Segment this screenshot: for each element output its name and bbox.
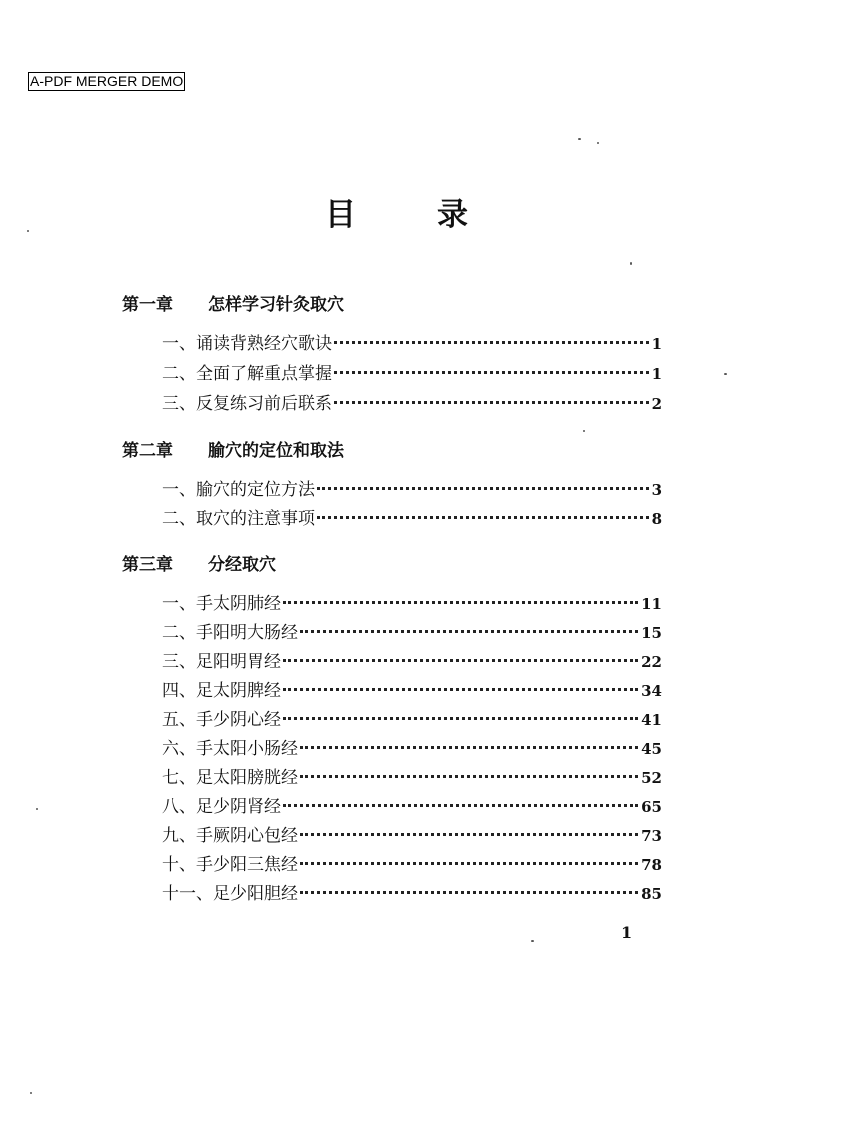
chapter-number: 第三章 [122,555,173,575]
dot-leader [283,659,638,662]
page-number: 1 [621,923,633,942]
toc-entry-page: 45 [641,740,662,758]
dot-leader [334,401,649,404]
toc-entry-page: 34 [641,682,662,700]
toc-entry[interactable] [162,592,662,616]
scan-speck [30,1092,32,1094]
dot-leader [300,862,638,865]
dot-leader [300,746,638,749]
toc-entry-label: 五、手少阴心经 [162,710,281,730]
chapter-title: 怎样学习针灸取穴 [208,295,344,315]
toc-entry-label: 二、取穴的注意事项 [162,509,315,529]
toc-entry[interactable] [162,332,662,356]
scan-speck [583,430,585,432]
chapter-heading-2 [122,440,344,462]
dot-leader [300,630,638,633]
toc-entry-label: 一、诵读背熟经穴歌诀 [162,334,332,354]
toc-entry[interactable] [162,766,662,790]
toc-entry-page: 1 [651,335,662,353]
toc-entry[interactable] [162,650,662,674]
toc-entry-label: 四、足太阴脾经 [162,681,281,701]
scan-speck [27,230,29,232]
toc-entry-label: 一、手太阴肺经 [162,594,281,614]
toc-entry-page: 1 [651,365,662,383]
dot-leader [300,891,638,894]
dot-leader [317,487,649,490]
dot-leader [283,804,638,807]
page-title-char-2: 录 [437,197,468,233]
dot-leader [283,601,638,604]
toc-entry-page: 52 [641,769,662,787]
toc-entry-page: 3 [651,481,662,499]
toc-entry-label: 二、手阳明大肠经 [162,623,298,643]
chapter-heading-1 [122,294,344,316]
dot-leader [283,717,638,720]
dot-leader [334,371,649,374]
toc-entry-label: 二、全面了解重点掌握 [162,364,332,384]
scan-speck [724,373,727,375]
chapter-heading-3 [122,554,276,576]
toc-entry-page: 78 [641,856,662,874]
scan-speck [578,138,581,140]
dot-leader [300,775,638,778]
toc-entry-label: 八、足少阴肾经 [162,797,281,817]
toc-entry-page: 65 [641,798,662,816]
dot-leader [334,341,649,344]
toc-entry[interactable] [162,507,662,531]
toc-entry-page: 8 [651,510,662,528]
toc-entry-page: 2 [651,395,662,413]
toc-entry[interactable] [162,478,662,502]
toc-entry-page: 85 [641,885,662,903]
scan-speck [630,262,632,265]
toc-entry-label: 三、足阳明胃经 [162,652,281,672]
scan-speck [597,142,599,144]
page-title-char-1: 目 [325,197,356,233]
toc-entry[interactable] [162,824,662,848]
toc-entry[interactable] [162,853,662,877]
toc-entry-label: 七、足太阳膀胱经 [162,768,298,788]
toc-entry-label: 十、手少阳三焦经 [162,855,298,875]
toc-entry[interactable] [162,392,662,416]
scan-speck [531,940,534,942]
toc-entry-label: 十一、足少阳胆经 [162,884,298,904]
toc-entry[interactable] [162,795,662,819]
toc-entry-page: 41 [641,711,662,729]
toc-entry[interactable] [162,737,662,761]
chapter-title: 腧穴的定位和取法 [208,441,344,461]
toc-entry-label: 三、反复练习前后联系 [162,394,332,414]
toc-entry-label: 九、手厥阴心包经 [162,826,298,846]
dot-leader [317,516,649,519]
watermark: A-PDF MERGER DEMO [30,73,184,89]
dot-leader [300,833,638,836]
page-title [320,195,480,235]
toc-entry-page: 22 [641,653,662,671]
toc-entry-page: 11 [641,595,662,613]
chapter-number: 第一章 [122,295,173,315]
toc-entry-page: 73 [641,827,662,845]
toc-entry-label: 一、腧穴的定位方法 [162,480,315,500]
toc-entry[interactable] [162,708,662,732]
chapter-title: 分经取穴 [208,555,276,575]
toc-entry[interactable] [162,362,662,386]
toc-entry[interactable] [162,679,662,703]
toc-entry[interactable] [162,621,662,645]
dot-leader [283,688,638,691]
toc-entry-page: 15 [641,624,662,642]
toc-entry-label: 六、手太阳小肠经 [162,739,298,759]
chapter-number: 第二章 [122,441,173,461]
scan-speck [36,808,38,810]
toc-entry[interactable] [162,882,662,906]
